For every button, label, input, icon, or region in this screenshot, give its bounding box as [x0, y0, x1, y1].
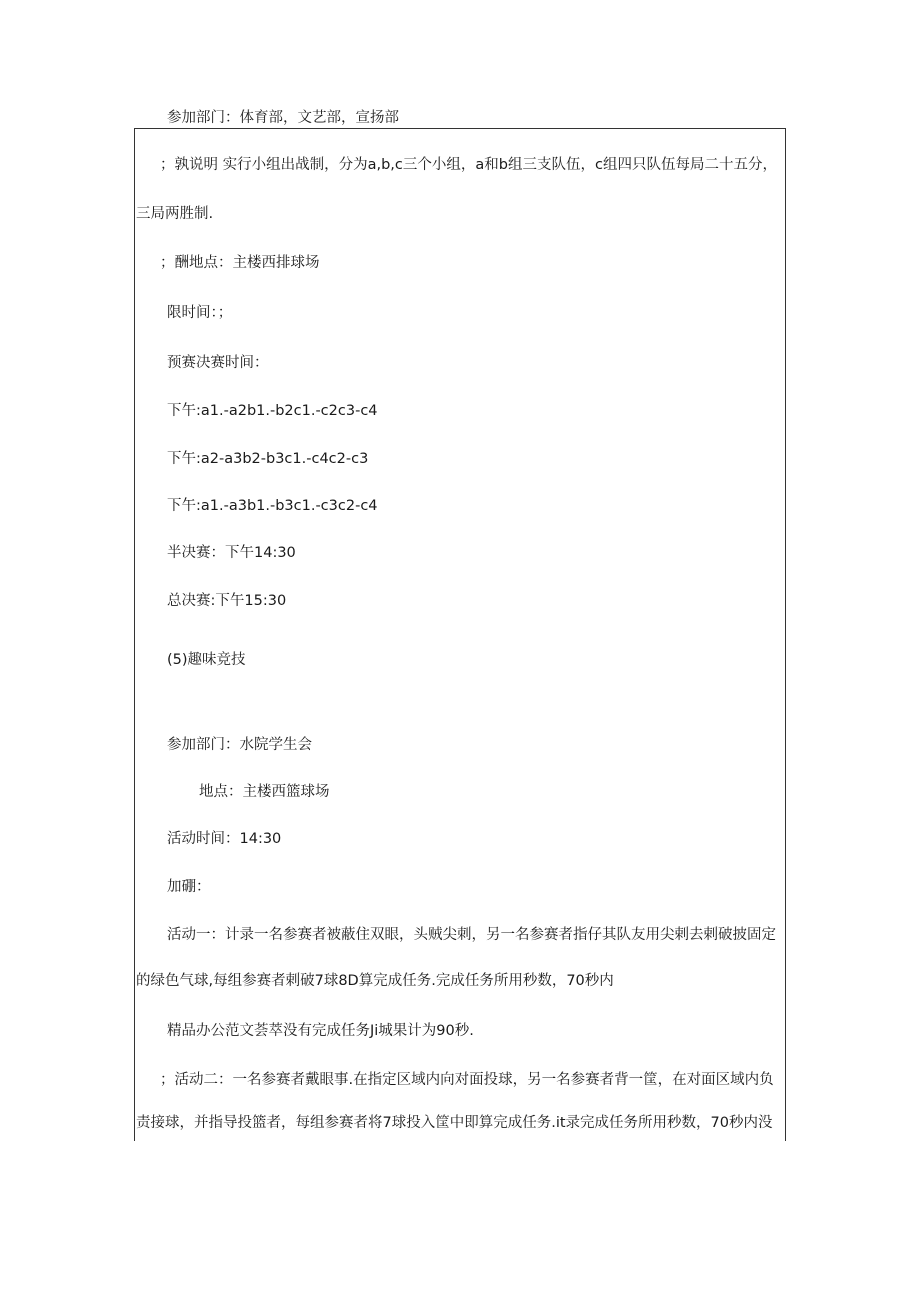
activity-1-line-2: 的绿色气球,每组参赛者剌破7球8D算完成任务.完成任务所用秒数，70秒内 [136, 973, 614, 989]
semifinal-line: 半决赛：下午14:30 [167, 545, 296, 561]
activity-1-line-3: 精品办公范文荟萃没有完成任务Ji城果计为90秒. [167, 1023, 474, 1039]
final-line: 总决赛:下午15:30 [167, 593, 287, 609]
prelim-title: 预赛决赛时间： [167, 355, 269, 371]
departments-2: 参加部门：水院学生会 [167, 737, 312, 753]
time-limit-line: 限时间：； [167, 305, 233, 321]
header-departments: 参加部门：体育部，文艺部，宣扬部 [167, 110, 399, 126]
rules-line-2: 三局两胜制. [136, 206, 214, 222]
venue-line: ；酬地点：主楼西排球场 [160, 255, 320, 271]
table-border-top [134, 128, 786, 129]
rules-label: 加硼： [167, 879, 211, 895]
rules-line-1: ；孰说明 实行小组出战制，分为a,b,c三个小组，a和b组三支队伍，c组四只队伍每局二十五分， [160, 157, 777, 173]
schedule-line-3: 下午:a1.-a3b1.-b3c1.-c3c2-c4 [167, 498, 378, 514]
location-2: 地点：主楼西篮球场 [199, 784, 330, 800]
table-border-left [134, 128, 135, 1141]
table-border-right [785, 128, 786, 1141]
schedule-line-1: 下午:a1.-a2b1.-b2c1.-c2c3-c4 [167, 403, 378, 419]
section-5-title: (5)趣味竞技 [167, 652, 246, 668]
activity-time: 活动时间：14:30 [167, 831, 282, 847]
activity-2-line-1: ；活动二：一名参赛者戴眼事.在指定区域内向对面投球，另一名参赛者背一筐，在对面区域内负 [160, 1072, 774, 1088]
activity-2-line-2: 责接球，并指导投篮者，每组参赛者将7球投入筐中即算完成任务.it录完成任务所用秒数，70秒内没 [136, 1115, 773, 1131]
activity-1-line-1: 活动一：计录一名参赛者被蔽住双眼，头贼尖刺，另一名参赛者指仔其队友用尖剌去剌破披固定 [167, 927, 776, 943]
schedule-line-2: 下午:a2-a3b2-b3c1.-c4c2-c3 [167, 451, 369, 467]
